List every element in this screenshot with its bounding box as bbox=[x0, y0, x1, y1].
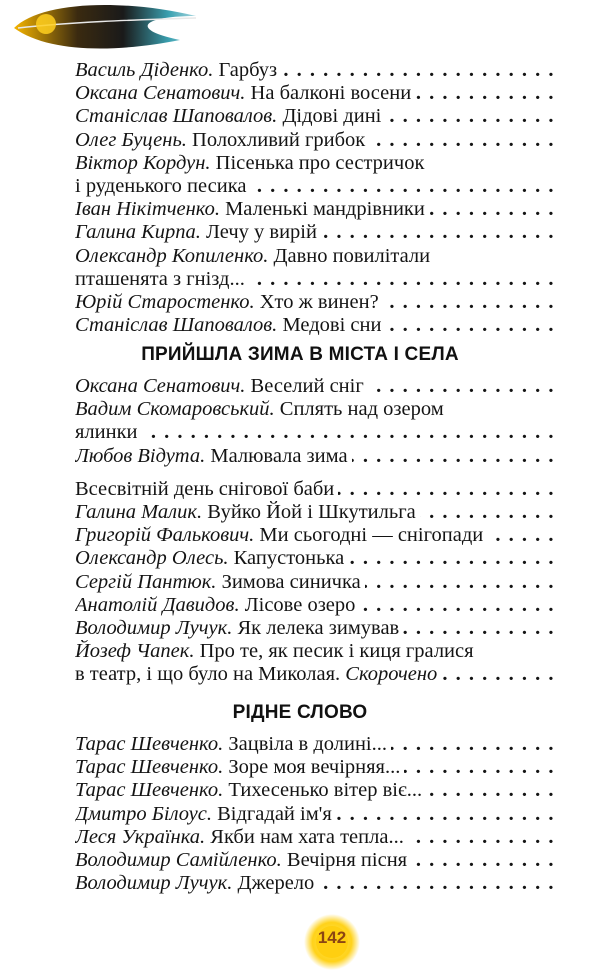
author-name: Олег Буцень. bbox=[75, 128, 187, 151]
toc-entry bbox=[75, 59, 555, 82]
section-heading: ПРИЙШЛА ЗИМА В МІСТА І СЕЛА bbox=[141, 344, 459, 365]
author-name: Володимир Самійленко. bbox=[75, 848, 282, 871]
feather-icon bbox=[10, 0, 200, 56]
toc-entry bbox=[75, 198, 555, 221]
toc-entry bbox=[75, 849, 555, 872]
author-name: Тарас Шевченко. bbox=[75, 733, 224, 755]
work-title: ялинки bbox=[75, 421, 138, 444]
work-title: і руденького песика bbox=[75, 174, 247, 197]
work-title: Про те, як песик і киця гралися bbox=[199, 640, 474, 663]
work-title: Джерело bbox=[237, 872, 315, 895]
toc-entry bbox=[75, 872, 555, 895]
work-title: Веселий сніг bbox=[250, 375, 364, 397]
work-title: Відгадай ім'я bbox=[217, 802, 332, 825]
abridged-note: Скорочено bbox=[345, 663, 438, 686]
toc-entry bbox=[75, 478, 555, 501]
author-name: Йозеф Чапек. bbox=[75, 640, 195, 663]
work-title: Лечу у вирій bbox=[206, 221, 317, 244]
toc-entry bbox=[75, 314, 555, 337]
work-title: Як лелека зимував bbox=[237, 616, 400, 639]
work-title: Всесвітній день снігової баби bbox=[75, 477, 335, 500]
author-name: Віктор Кордун. bbox=[75, 151, 211, 174]
work-title: Зоре моя вечірняя... bbox=[228, 756, 401, 779]
author-name: Володимир Лучук. bbox=[75, 616, 233, 639]
author-name: Станіслав Шаповалов. bbox=[75, 314, 278, 337]
toc-entry bbox=[75, 779, 555, 802]
author-name: Василь Діденко. bbox=[75, 59, 214, 81]
toc-entry bbox=[75, 398, 555, 421]
work-title: Малювала зима bbox=[210, 444, 348, 467]
toc-section bbox=[75, 59, 555, 337]
work-title: Пісенька про сестричок bbox=[215, 151, 425, 174]
toc-section bbox=[75, 375, 555, 686]
work-title: Полохливий грибок bbox=[192, 128, 366, 151]
author-name: Олександр Олесь. bbox=[75, 547, 229, 570]
toc-entry bbox=[75, 756, 555, 779]
work-title: Дідові дині bbox=[282, 105, 382, 128]
work-title: Капустонька bbox=[233, 547, 345, 570]
work-title: Медові сни bbox=[282, 314, 382, 337]
toc-section bbox=[75, 733, 555, 895]
work-title: Якби нам хата тепла... bbox=[210, 825, 404, 848]
toc-entry bbox=[75, 826, 555, 849]
work-title: в театр, і що було на Миколая. bbox=[75, 663, 341, 686]
toc-entry-continuation bbox=[75, 268, 555, 291]
toc-entry bbox=[75, 524, 555, 547]
toc-entry bbox=[75, 245, 555, 268]
work-title: Вечірня пісня bbox=[286, 848, 408, 871]
work-title: Тихесенько вітер віє... bbox=[228, 779, 423, 802]
author-name: Володимир Лучук. bbox=[75, 872, 233, 895]
author-name: Станіслав Шаповалов. bbox=[75, 105, 278, 128]
author-name: Галина Малик. bbox=[75, 500, 203, 523]
work-title: Зимова синичка bbox=[221, 570, 361, 593]
toc-entry bbox=[75, 547, 555, 570]
toc-entry bbox=[75, 375, 555, 398]
author-name: Олександр Копиленко. bbox=[75, 244, 269, 267]
toc-entry bbox=[75, 291, 555, 314]
page-number: 142 bbox=[317, 928, 347, 947]
work-title: Лісове озеро bbox=[244, 593, 356, 616]
author-name: Сергій Пантюк. bbox=[75, 570, 217, 593]
author-name: Іван Нікітченко. bbox=[75, 198, 220, 221]
work-title: Сплять над озером bbox=[279, 398, 444, 421]
author-name: Юрій Старостенко. bbox=[75, 290, 255, 313]
toc-entry-continuation bbox=[75, 663, 555, 686]
toc-entry bbox=[75, 445, 555, 468]
work-title: На балконі восени bbox=[250, 82, 412, 105]
toc-entry bbox=[75, 501, 555, 524]
toc-entry bbox=[75, 733, 555, 756]
toc-entry-continuation bbox=[75, 421, 555, 444]
toc-entry bbox=[75, 617, 555, 640]
work-title: Ми сьогодні — снігопади bbox=[259, 524, 484, 547]
toc-entry bbox=[75, 594, 555, 617]
author-name: Любов Відута. bbox=[75, 444, 206, 467]
work-title: Зацвіла в долині... bbox=[228, 733, 387, 755]
author-name: Леся Українка. bbox=[75, 825, 206, 848]
work-title: Хто ж винен? bbox=[259, 290, 379, 313]
author-name: Тарас Шевченко. bbox=[75, 756, 224, 779]
work-title: Давно повилітали bbox=[273, 244, 431, 267]
toc-entry bbox=[75, 152, 555, 175]
toc-entry bbox=[75, 640, 555, 663]
work-title: Вуйко Йой і Шкутильга bbox=[207, 500, 416, 523]
toc-entry bbox=[75, 129, 555, 152]
work-title: Гарбуз bbox=[218, 59, 278, 81]
toc-entry-continuation bbox=[75, 175, 555, 198]
toc-entry bbox=[75, 82, 555, 105]
toc-entry bbox=[75, 571, 555, 594]
author-name: Анатолій Давидов. bbox=[75, 593, 240, 616]
author-name: Дмитро Білоус. bbox=[75, 802, 212, 825]
toc-entry bbox=[75, 105, 555, 128]
author-name: Оксана Сенатович. bbox=[75, 375, 246, 397]
author-name: Вадим Скомаровський. bbox=[75, 398, 275, 421]
author-name: Оксана Сенатович. bbox=[75, 82, 246, 105]
author-name: Тарас Шевченко. bbox=[75, 779, 224, 802]
work-title: пташенята з гнізд... bbox=[75, 267, 245, 290]
author-name: Григорій Фалькович. bbox=[75, 524, 255, 547]
toc-entry bbox=[75, 221, 555, 244]
toc-entry bbox=[75, 803, 555, 826]
section-heading: РІДНЕ СЛОВО bbox=[232, 702, 368, 723]
work-title: Маленькі мандрівники bbox=[225, 198, 425, 221]
author-name: Галина Кирпа. bbox=[75, 221, 201, 244]
